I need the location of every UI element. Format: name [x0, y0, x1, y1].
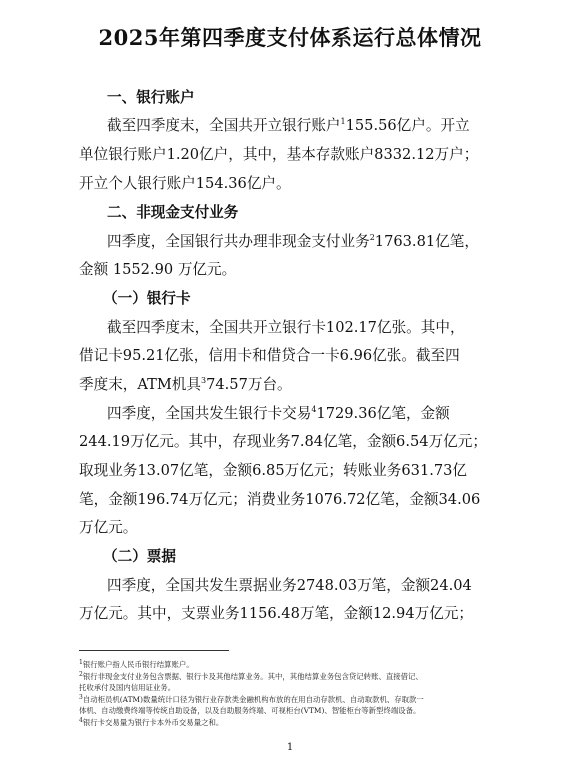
section-heading-bills: （二）票据 — [103, 548, 176, 565]
footnote-mark: 2 — [79, 671, 83, 678]
footnote-text: 银行非现金支付业务包含票据、银行卡及其他结算业务。其中，其他结算业务包含贷记转账、直接借记、 — [82, 672, 423, 681]
footnote-mark: 3 — [79, 694, 83, 701]
text-run: 季度末，ATM机具 — [79, 376, 201, 393]
text-run: 四季度，全国共发生银行卡交易 — [107, 405, 312, 422]
footnote-divider — [79, 650, 229, 651]
paragraph-line: 金额 1552.90 万亿元。 — [79, 261, 237, 278]
footnote-mark: 1 — [79, 659, 83, 666]
footnote-text: 自动柜员机(ATM)数量统计口径为银行业存款类金融机构布放的在用自动存款机、自动取款机、存取款一 — [82, 695, 424, 704]
paragraph-line: 笔，金额196.74万亿元；消费业务1076.72亿笔，金额34.06 — [79, 491, 481, 508]
footnote-1 — [79, 660, 194, 670]
footnote-2 — [79, 672, 423, 682]
text-run: 四季度，全国银行共办理非现金支付业务 — [107, 233, 370, 250]
footnote-ref-2: 2 — [369, 233, 375, 242]
text-run: 截至四季度末，全国共开立银行账户 — [107, 117, 341, 134]
footnote-ref-4: 4 — [311, 405, 317, 414]
paragraph-line: 借记卡95.21亿张，信用卡和借贷合一卡6.96亿张。截至四 — [79, 347, 460, 364]
page-number: 1 — [286, 742, 294, 753]
paragraph-line: 单位银行账户1.20亿户，其中，基本存款账户8332.12万户； — [79, 146, 479, 163]
paragraph-line: 万亿元。其中，支票业务1156.48万笔，金额12.94万亿元； — [79, 605, 474, 622]
paragraph-line: 244.19万亿元。其中，存现业务7.84亿笔，金额6.54万亿元； — [79, 433, 487, 450]
text-run: 74.57万台。 — [206, 376, 292, 393]
footnote-text: 银行卡交易量为银行卡本外币交易量之和。 — [82, 718, 224, 727]
section-heading-non-cash-payments: 二、非现金支付业务 — [107, 204, 239, 221]
text-run: 155.56亿户。开立 — [345, 117, 470, 134]
paragraph-line: 万亿元。 — [79, 519, 138, 536]
paragraph-line — [107, 232, 479, 252]
paragraph-line — [107, 116, 470, 136]
section-heading-bank-cards: （一）银行卡 — [103, 290, 191, 307]
footnote-3 — [79, 695, 424, 705]
text-run: 1729.36亿笔，金额 — [316, 405, 450, 422]
paragraph-line — [107, 404, 450, 424]
footnote-2-cont: 托收承付及国内信用证业务。 — [79, 683, 176, 692]
footnote-ref-3: 3 — [200, 376, 207, 385]
footnote-text: 银行账户指人民币银行结算账户。 — [82, 660, 194, 669]
paragraph-line: 四季度，全国共发生票据业务2748.03万笔，金额24.04 — [107, 577, 472, 594]
footnote-mark: 4 — [79, 717, 83, 724]
footnote-4 — [79, 718, 223, 728]
paragraph-line: 截至四季度末，全国共开立银行卡102.17亿张。其中， — [107, 319, 465, 336]
text-run: 1763.81亿笔， — [374, 233, 479, 250]
footnote-ref-1: 1 — [340, 117, 346, 126]
footnote-3-cont: 体机、自动缴费终端等传统自助设备，以及自助服务终端、可视柜台(VTM)、智能柜台等新型终端设备。 — [79, 706, 421, 715]
paragraph-line: 开立个人银行账户154.36亿户。 — [79, 175, 291, 192]
paragraph-line: 取现业务13.07亿笔，金额6.85万亿元；转账业务631.73亿 — [79, 462, 468, 479]
paragraph-line — [79, 375, 292, 395]
section-heading-bank-accounts: 一、银行账户 — [107, 89, 195, 106]
document-title: 2025年第四季度支付体系运行总体情况 — [98, 25, 482, 50]
